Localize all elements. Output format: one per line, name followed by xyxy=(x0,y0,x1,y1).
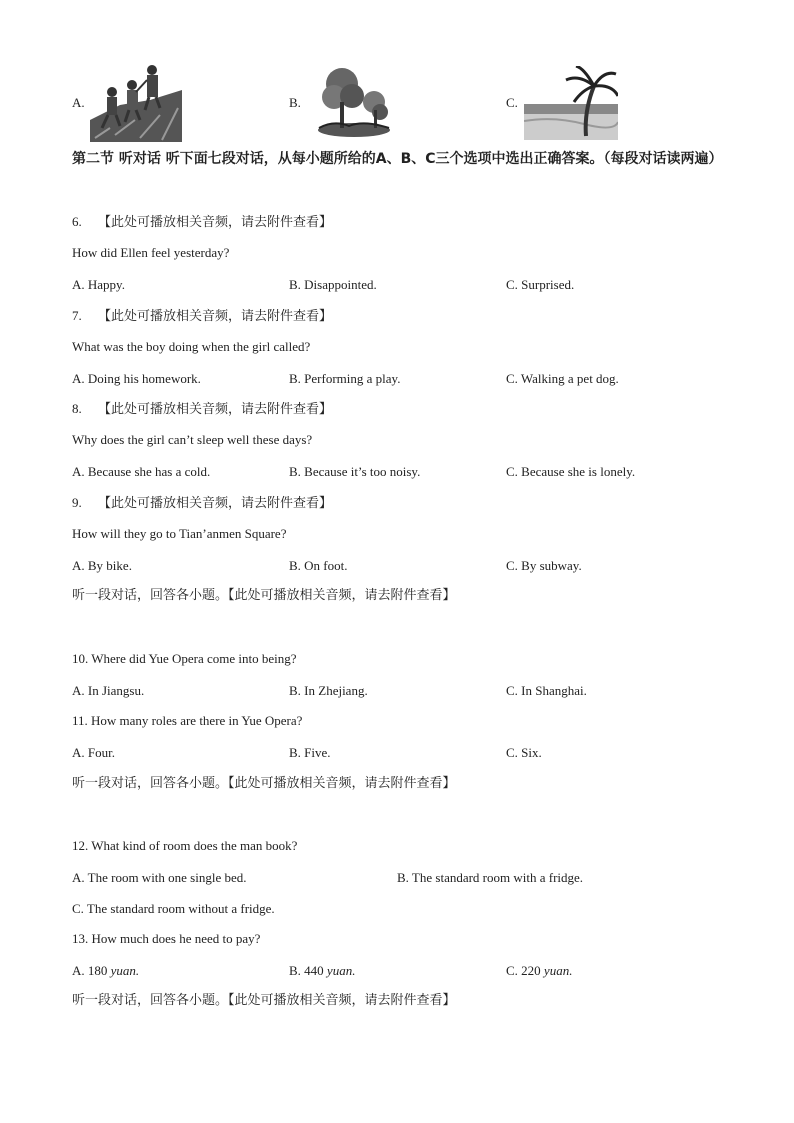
option-c: C. Walking a pet dog. xyxy=(506,371,619,386)
option-a: A. By bike. xyxy=(72,558,132,573)
currency-unit: yuan. xyxy=(543,963,573,978)
audio-note: 【此处可播放相关音频，请去附件查看】 xyxy=(98,309,333,324)
question-10-text: 10. Where did Yue Opera come into being? xyxy=(72,651,297,666)
option-c: C. In Shanghai. xyxy=(506,683,587,698)
picture-label-a: A. xyxy=(72,95,85,110)
option-a: A. Four. xyxy=(72,745,115,760)
question-9-header xyxy=(72,495,332,512)
option-a: A. Because she has a cold. xyxy=(72,464,211,479)
question-8-text: Why does the girl can’t sleep well these days? xyxy=(72,432,313,447)
audio-note: 【此处可播放相关音频，请去附件查看】 xyxy=(98,496,333,511)
group-note: 听一段对话，回答各小题。【此处可播放相关音频，请去附件查看】 xyxy=(72,776,456,791)
option-b: B. The standard room with a fridge. xyxy=(397,870,584,885)
currency-unit: yuan. xyxy=(326,963,356,978)
option-c xyxy=(506,963,572,979)
option-b: B. Disappointed. xyxy=(289,277,377,292)
question-number: 6. xyxy=(72,214,82,229)
question-7-header xyxy=(72,308,332,325)
option-b: B. In Zhejiang. xyxy=(289,683,368,698)
option-c: C. The standard room without a fridge. xyxy=(72,901,275,916)
question-number: 7. xyxy=(72,308,82,323)
question-6-text: How did Ellen feel yesterday? xyxy=(72,245,230,260)
question-11-text: 11. How many roles are there in Yue Opera? xyxy=(72,713,303,728)
option-c: C. Six. xyxy=(506,745,542,760)
option-a: A. Happy. xyxy=(72,277,125,292)
question-8-header xyxy=(72,401,332,418)
question-13-text: 13. How much does he need to pay? xyxy=(72,931,261,946)
audio-note: 【此处可播放相关音频，请去附件查看】 xyxy=(98,215,333,230)
option-b: B. On foot. xyxy=(289,558,348,573)
question-number: 9. xyxy=(72,495,82,510)
question-9-text: How will they go to Tian’anmen Square? xyxy=(72,526,287,541)
beach-icon xyxy=(524,66,618,140)
currency-unit: yuan. xyxy=(110,963,140,978)
option-value: A. 180 xyxy=(72,963,111,978)
option-value: C. 220 xyxy=(506,963,544,978)
section-heading: 第二节 听对话 听下面七段对话，从每小题所给的A、B、C三个选项中选出正确答案。（每段对话读两遍） xyxy=(72,151,723,167)
option-value: B. 440 xyxy=(289,963,327,978)
question-7-text: What was the boy doing when the girl called? xyxy=(72,339,311,354)
option-b: B. Because it’s too noisy. xyxy=(289,464,421,479)
picture-label-c: C. xyxy=(506,95,518,110)
hikers-icon xyxy=(90,60,182,142)
option-c: C. Because she is lonely. xyxy=(506,464,636,479)
audio-note: 【此处可播放相关音频，请去附件查看】 xyxy=(98,402,333,417)
option-b: B. Five. xyxy=(289,745,331,760)
option-b xyxy=(289,963,355,979)
option-a: A. The room with one single bed. xyxy=(72,870,247,885)
group-note: 听一段对话，回答各小题。【此处可播放相关音频，请去附件查看】 xyxy=(72,993,456,1008)
trees-icon xyxy=(314,62,392,138)
group-note: 听一段对话，回答各小题。【此处可播放相关音频，请去附件查看】 xyxy=(72,588,456,603)
question-12-text: 12. What kind of room does the man book? xyxy=(72,838,298,853)
option-a xyxy=(72,963,139,979)
question-number: 8. xyxy=(72,401,82,416)
picture-label-b: B. xyxy=(289,95,301,110)
option-c: C. Surprised. xyxy=(506,277,575,292)
option-a: A. In Jiangsu. xyxy=(72,683,145,698)
option-a: A. Doing his homework. xyxy=(72,371,201,386)
option-b: B. Performing a play. xyxy=(289,371,401,386)
question-6-header xyxy=(72,214,332,231)
option-c: C. By subway. xyxy=(506,558,582,573)
